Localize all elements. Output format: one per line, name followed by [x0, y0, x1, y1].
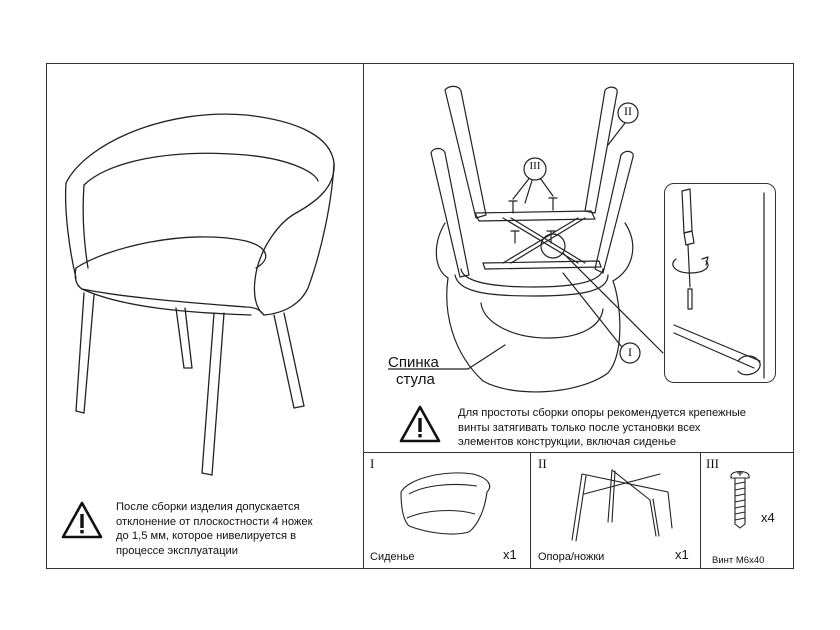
screw-part-illustration: [728, 470, 752, 530]
note-line: элементов конструкции, включая сиденье: [458, 436, 677, 449]
backrest-label-line: стула: [396, 371, 435, 388]
note-line: процессе эксплуатации: [116, 544, 239, 557]
parts-row-divider: [363, 452, 794, 453]
warning-triangle-icon: [398, 404, 442, 444]
parts-col-divider: [700, 452, 701, 569]
seat-part-illustration: [395, 468, 495, 540]
assembled-chair-illustration: [46, 63, 364, 569]
note-line: до 1,5 мм, которое нивелируется в: [116, 530, 297, 543]
note-line: После сборки изделия допускается: [116, 501, 300, 513]
part-qty: x4: [761, 510, 775, 525]
callout-frame: I: [628, 345, 632, 359]
part-qty: x1: [675, 547, 689, 562]
note-line: винты затягивать только после установки всех: [458, 421, 701, 434]
left-warning-note: [116, 500, 356, 558]
part-qty: x1: [503, 547, 517, 562]
callout-legs: II: [624, 104, 632, 118]
parts-col-divider: [530, 452, 531, 569]
part-name: Опора/ножки: [538, 551, 605, 563]
part-roman: II: [538, 456, 547, 471]
note-line: Для простоты сборки опоры рекомендуется крепежные: [458, 407, 746, 419]
base-part-illustration: [568, 466, 678, 546]
screwdriver-icon: [664, 183, 776, 383]
warning-triangle-icon: [60, 500, 104, 540]
upside-down-chair-illustration: [363, 63, 663, 403]
note-line: отклонение от плоскостности 4 ножек: [116, 515, 313, 528]
part-name: Сиденье: [370, 551, 415, 563]
callout-screws: III: [529, 160, 541, 172]
part-roman: I: [370, 456, 375, 471]
right-warning-note: [458, 406, 788, 450]
part-roman: III: [706, 456, 719, 471]
backrest-label: [388, 354, 468, 388]
part-name: Винт М6х40: [712, 555, 765, 566]
backrest-label-line: Спинка: [388, 354, 439, 371]
